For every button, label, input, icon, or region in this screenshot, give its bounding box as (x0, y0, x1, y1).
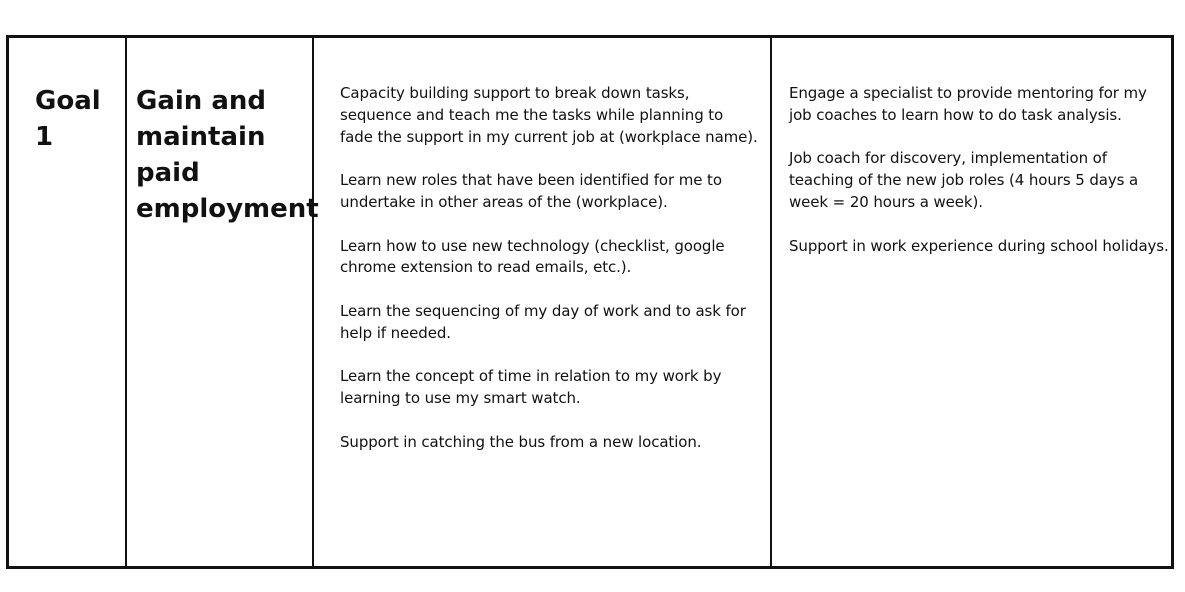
supports-cell (772, 38, 1171, 566)
step-item: Learn how to use new technology (checklist, google chrome extension to read emails, etc.). (340, 236, 725, 277)
supports-list (789, 83, 1169, 279)
steps-cell (314, 38, 772, 566)
goal-title: Gain and maintain paid employment (136, 86, 319, 224)
steps-list (340, 83, 760, 475)
step-item: Learn the concept of time in relation to my work by learning to use my smart watch. (340, 367, 722, 408)
step-item: Support in catching the bus from a new location. (340, 432, 702, 451)
support-item: Support in work experience during school holidays. (789, 236, 1169, 255)
goal-title-cell (127, 38, 319, 566)
goal-number-cell (9, 38, 127, 566)
step-item: Capacity building support to break down tasks, sequence and teach me the tasks while planning to fade the support in my current job at (workplace name). (340, 84, 758, 146)
step-item: Learn new roles that have been identified for me to undertake in other areas of the (workplace). (340, 171, 722, 211)
step-item: Learn the sequencing of my day of work and to ask for help if needed. (340, 301, 746, 342)
support-item: Engage a specialist to provide mentoring for my job coaches to learn how to do task analysis. (789, 84, 1147, 124)
support-item: Job coach for discovery, implementation of teaching of the new job roles (4 hours 5 days a week = 20 hours a week). (789, 149, 1139, 211)
goal-number: Goal 1 (35, 86, 101, 152)
goal-table (6, 35, 1174, 569)
